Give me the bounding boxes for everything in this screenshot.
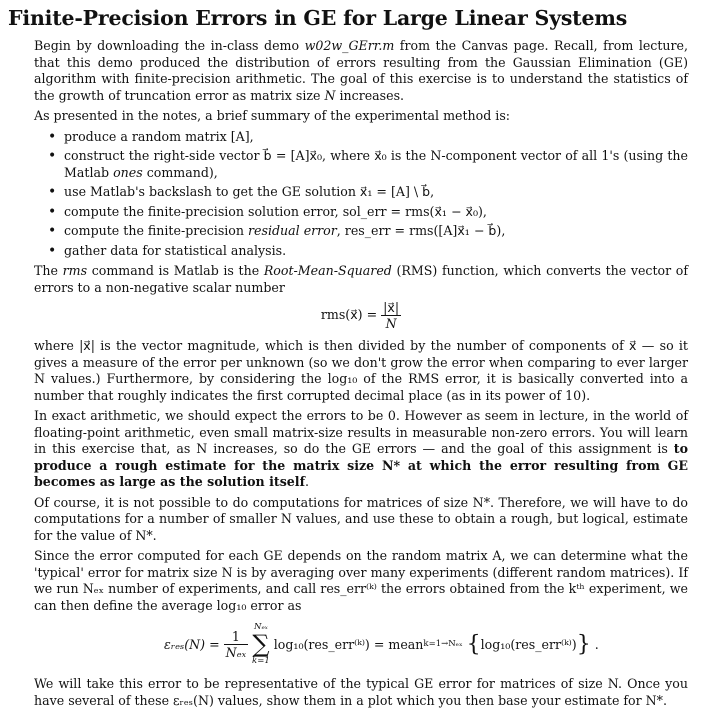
intro-text-a: Begin by downloading the in-class demo (34, 38, 305, 53)
bullet-text-end: command), (142, 164, 218, 180)
rms-command: rms (62, 263, 88, 278)
bullet-text: construct the right-side vector b⃗ = [A]x⃗₀, where x⃗₀ is the N-component vector of all 1's (using the Matlab (64, 148, 688, 180)
brace-content: log₁₀(res_err⁽ᵏ⁾) (480, 636, 577, 652)
rms-text-a: The (34, 263, 63, 278)
list-item (48, 148, 688, 181)
rms-fraction (381, 300, 401, 331)
right-brace-icon: } (576, 631, 591, 657)
left-brace-icon: { (466, 631, 481, 657)
list-item: • use Matlab's backslash to get the GE solution x⃗₁ = [A] \ b⃗, (48, 184, 688, 201)
exact-text-a: In exact arithmetic, we should expect the errors to be 0. However as seem in lecture, in the world of floating-point arithmetic, even small matrix-size results in measurable non-zero errors. You will learn in this exercise that, as N increases, so do the GE errors — and the goal of this assignment is (34, 408, 688, 456)
method-intro: As presented in the notes, a brief summary of the experimental method is: (34, 108, 511, 123)
bullet-text-end: , res_err = rms([A]x⃗₁ − b⃗), (336, 223, 506, 238)
rms-paragraph (34, 263, 688, 296)
mean-subscript: k=1→Nₑₓ (423, 639, 463, 649)
rms-name: Root-Mean-Squared (263, 263, 392, 278)
sum-upper: Nₑₓ (254, 622, 268, 632)
eq-period: . (594, 636, 599, 652)
demo-filename: w02w_GErr.m (304, 38, 395, 53)
ones-command: ones (113, 164, 143, 180)
intro-text-c: increases. (335, 87, 405, 103)
list-item (48, 223, 688, 240)
method-list (34, 129, 688, 260)
frac-nex: Nₑₓ (225, 644, 247, 660)
list-item: • compute the finite-precision solution error, sol_err = rms(x⃗₁ − x⃗₀), (48, 204, 688, 221)
intro-symbol-n: N (324, 87, 336, 103)
bullet-text: compute the finite-precision (64, 223, 249, 238)
rms-text-b: command is Matlab is the (87, 263, 264, 278)
rms-eq-lhs: rms(x⃗) = (320, 307, 378, 322)
goal-statement: to produce a rough estimate for the matrix size N* at which the error resulting from GE becomes as large as the solution itself (34, 441, 688, 489)
frac-one: 1 (224, 629, 248, 645)
sigma-icon: ∑ (252, 630, 270, 658)
exact-text-c: . (305, 474, 310, 489)
intro-paragraph (34, 38, 688, 104)
list-item: • produce a random matrix [A], (48, 129, 688, 146)
averaging-paragraph: Since the error computed for each GE depends on the random matrix A, we can determine what the 'typical' error for matrix size N is by averaging over many experiments (different random matrices). If we run Nₑₓ number of experiments, and call res_err⁽ᵏ⁾ the errors obtained from the kᵗʰ experiment, we can then define the average log₁₀ error as (34, 548, 688, 613)
rms-text-c: (RMS) function, which converts the vector of errors to a non-negative scalar number (34, 263, 689, 295)
summation (252, 622, 270, 666)
rms-denominator: N (385, 316, 397, 331)
magnitude-paragraph: where |x⃗| is the vector magnitude, which is then divided by the number of components of x⃗ — so it gives a measure of the error per unknown (so we don't grow the error when comparing to ever larger N values.) Furthermore, by considering the log₁₀ of the RMS error, it is basically converted into a number that roughly indicates the first corrupted decimal place (as in its power of 10). (34, 338, 688, 403)
exact-arithmetic-paragraph (34, 408, 688, 491)
eps-lhs: εᵣₑₛ(N) = (164, 636, 220, 652)
intro-text-b: from the Canvas page. Recall, from lecture, that this demo produced the distribution of errors resulting from the Gaussian Elimination (GE) algorithm with finite-precision arithmetic. The goal of this exercise is to understand the statistics of the growth of truncation error as matrix size (34, 38, 688, 103)
rms-equation (34, 300, 688, 336)
rms-numerator: |x⃗| (383, 300, 400, 315)
one-over-nex (224, 629, 248, 660)
sum-term: log₁₀(res_err⁽ᵏ⁾) = mean (273, 636, 424, 652)
page-title: Finite-Precision Errors in GE for Large Linear Systems (8, 6, 628, 30)
average-error-equation (34, 618, 688, 670)
sum-lower: k=1 (252, 656, 270, 666)
list-item: • gather data for statistical analysis. (48, 243, 688, 260)
of-course-paragraph: Of course, it is not possible to do computations for matrices of size N*. Therefore, we will have to do computations for a number of smaller N values, and use these to obtain a rough, but logical, estimate for the value of N*. (34, 494, 688, 543)
final-paragraph: We will take this error to be representative of the typical GE error for matrices of size N. Once you have several of these εᵣₑₛ(N) values, show them in a plot which you then base your estimate for N*. (34, 676, 688, 708)
residual-error-term: residual error (248, 223, 337, 238)
